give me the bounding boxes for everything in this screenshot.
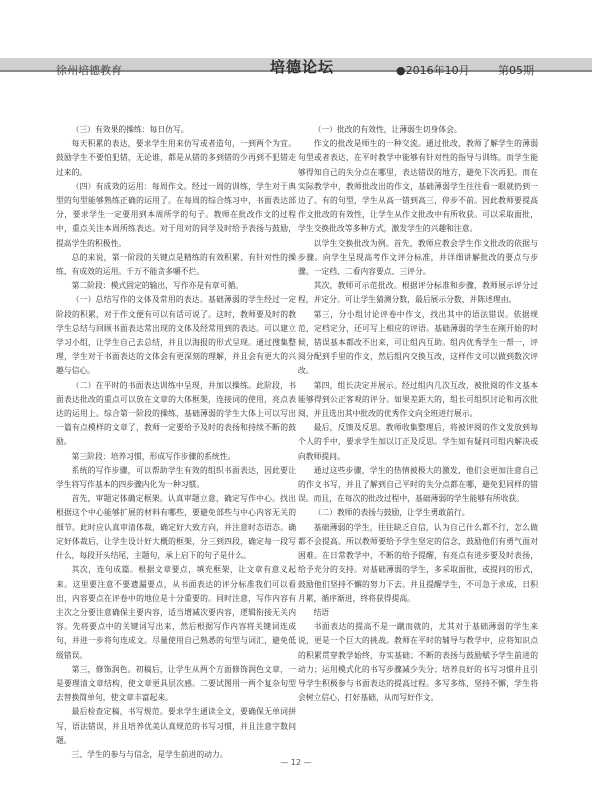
paragraph: （二）在平时的书面表达训练中呈现，并加以操练。此阶段，书面表达批改的重点可以放在文章的大体框架，连接词的使用，亮点表达的运用上。综合第一阶段的操练，基础薄弱的学生大体上可以写出一篇有点模样的文章了，教师一定要给予及时的表扬和持续不断的鼓励。 bbox=[56, 380, 296, 447]
publication-name: 徐州培德教育 bbox=[56, 64, 122, 77]
page-number: — 12 — bbox=[280, 758, 312, 767]
paragraph: 三、学生的参与与信念，是学生前进的动力。 bbox=[71, 749, 228, 759]
paragraph: 第三，分小组讨论评卷中作文，找出其中的语法错误。依据规范，定档定分，还可写上相应的评语。基础薄弱的学生在刚开始的时候，错误基本都改不出来，可让组内互助。组内优秀学生一帮一，评阅分配到手里的作文，然后组内交换互改，这样作文可以做到数次评改。 bbox=[298, 309, 538, 376]
paragraph: （二）教师的表扬与鼓励，让学生勇敢前行。 bbox=[313, 508, 470, 518]
paragraph: （三）有效果的操练：每日仿写。 bbox=[71, 125, 189, 134]
section-heading: 结语 bbox=[313, 607, 330, 617]
magazine-title: 培德论坛 bbox=[270, 58, 335, 76]
paragraph: 最后检查定稿，书写规范。要求学生通读全文，要确保无单词拼写，语法错误，并且培养优美认真规范的书写习惯，并且注意字数问题。 bbox=[56, 707, 296, 745]
paragraph: 通过这些步骤，学生的热情被极大的激发，他们会更加注意自己的作文书写，并且了解到自己平时的失分点都在哪，避免犯同样的错误。而且，在每次的批改过程中，基础薄弱的学生能够有所收获。 bbox=[298, 465, 538, 504]
paragraph: 其次，教师可示范批改。根据评分标准和步骤，教师展示评分过程，并定分。可让学生猜测分数，最后展示分数，并陈述理由。 bbox=[298, 281, 538, 305]
paragraph: 作文的批改是师生的一种交流。通过批改，教师了解学生的薄弱句型或者表达，在平时教学中能够有针对性的指导与训练。而学生能够得知自己的失分点在哪里，表达错误的地方，避免下次再犯。而在实际教学中，教师批改出的作文，基础薄弱学生往往看一眼就扔到一边了。有的句型，学生从高一错到高三，停步不前。因此教师要提高作文批改的有效性，让学生从作文批改中有所收获。可以采取面批，学生交换批改等多种方式，激发学生的兴趣和注意。 bbox=[298, 139, 538, 234]
paragraph: 每天积累的表达，要求学生用来仿写或者造句，一到两个为宜。鼓励学生不要怕犯错，无论谁，都是从错的多到错的少再到不犯错走过来的。 bbox=[56, 139, 296, 177]
paragraph: 第二阶段：模式固定的输出，写作亦是有章可循。 bbox=[71, 281, 244, 291]
paragraph: 基础薄弱的学生，往往缺乏自信，认为自己什么都不行，怎么做都不会提高。所以教师要给予学生坚定的信念，鼓励他们有勇气面对困难。在日常教学中，不断的给予提醒，有亮点有进步要及时表扬，给予充分的支持。对基础薄弱的学生，多采取面批，或提问的形式，鼓励他们坚持不懈的努力下去。并且提醒学生，不可急于求成，日积月累，循序渐进，终将获得提高。 bbox=[298, 522, 538, 603]
right-column bbox=[298, 123, 538, 705]
left-column bbox=[56, 123, 296, 762]
paragraph: 第三，修饰润色。初稿后，让学生从两个方面修饰润色文章，一是要理清文章结构，使文章更具层次感。二要试图用一两个复杂句型去替换简单句，使文章丰富起来。 bbox=[56, 664, 296, 703]
paragraph: 以学生交换批改为例。首先，教师应教会学生作文批改的依据与步骤。向学生呈现高考作文评分标准，并详细讲解批改的要点与步骤。一定档、二看内容要点、三评分。 bbox=[298, 238, 538, 277]
issue-number: 第05期 bbox=[498, 64, 534, 77]
paragraph: 系统的写作步骤，可以帮助学生有效的组织书面表达，因此要让学生将写作基本的四步骤内化为一种习惯。 bbox=[56, 465, 296, 490]
paragraph: 总的来说，第一阶段的关键点是精练的有效积累、有针对性的操练、有成效的运用。千万不能贪多嚼不烂。 bbox=[56, 252, 296, 277]
paragraph: （一）批改的有效性，让薄弱生切身体会。 bbox=[313, 125, 462, 134]
paragraph: 首先，审题定体确定框架。认真审题立意，确定写作中心。找出根据这个中心能够扩展的材料有哪些，要避免部些与中心内容无关的细节。此时应认真审清体裁，确定好大致方向，并注意时态语态。确定好体裁后，让学生设计好大概的框架，分三到四段，确定每一段写什么，每段开头结尾，主题句，承上启下的句子是什么。 bbox=[56, 494, 296, 561]
paragraph: 其次，连句成篇。根据文章要点，填充框架，让文章有意义起来。这里要注意不要遗漏要点，从书面表达的评分标准我们可以看出，内容要点在评卷中的地位是十分重要的。同时注意，写作内容有主次之分要注意确保主要内容，适当增减次要内容，逻辑衔接无关内容。先将要点中的关键词写出来，然后根据写作内容将关键词连成句，并进一步将句连成文。尽量使用自己熟悉的句型与词汇，避免低级错误。 bbox=[56, 565, 296, 660]
paragraph: （一）总结写作的文体及常用的表达。基础薄弱的学生经过一定阶段的积累，对于作文便有可以有话可说了。这时，教师要及时的教学生总结与回顾书面表达常出现的文体及经常用到的表达。可以建立学习小组，让学生自己去总结，并且以海报的形式呈现。通过搜集整理，学生对于书面表达的文体会有更深刻的理解，并且会有更大的兴趣与信心。 bbox=[56, 295, 296, 376]
paragraph: 第三阶段：培养习惯，形成写作步骤的系统性。 bbox=[71, 451, 236, 461]
paragraph: 书面表达的提高不是一蹴而就的，尤其对于基础薄弱的学生来说，更是一个巨大的挑战。教师在平时的辅导与教学中，应将知识点的积累贯穿教学始终，夯实基础；不断的表扬与鼓励赋予学生前进的动力；运用模式化的书写步骤减少失分；培养良好的书写习惯并且引导学生积极参与书面表达的提高过程。多写多练，坚持不懈，学生将会树立信心，打好基础，从而写好作文。 bbox=[298, 622, 538, 703]
issue-date: ●2016年10月 bbox=[396, 64, 470, 77]
paragraph: （四）有成效的运用：每周作文。经过一周的训练，学生对于典型的句型能够熟练正确的运用了。在每周的综合练习中，书面表达部分，要求学生一定要用到本周所学的句子。教师在批改作文的过程中，重点关注本周所练表达。对于用对的同学及时给予表扬与鼓励，提高学生的积极性。 bbox=[56, 181, 296, 248]
page-header bbox=[0, 0, 592, 78]
paragraph: 最后，反馈及反思。教师收集整理后，将被评阅的作文发放到每个人的手中，要求学生加以订正及反思。学生如有疑问可组内解决或向教师提问。 bbox=[298, 423, 538, 461]
paragraph: 第四，组长决定并展示。经过组内几次互改，被批阅的作文基本能够得到公正客观的评分。如果差距大的，组长可组织讨论和再次批阅，并且选出其中批改的优秀作文向全班进行展示。 bbox=[298, 380, 538, 419]
